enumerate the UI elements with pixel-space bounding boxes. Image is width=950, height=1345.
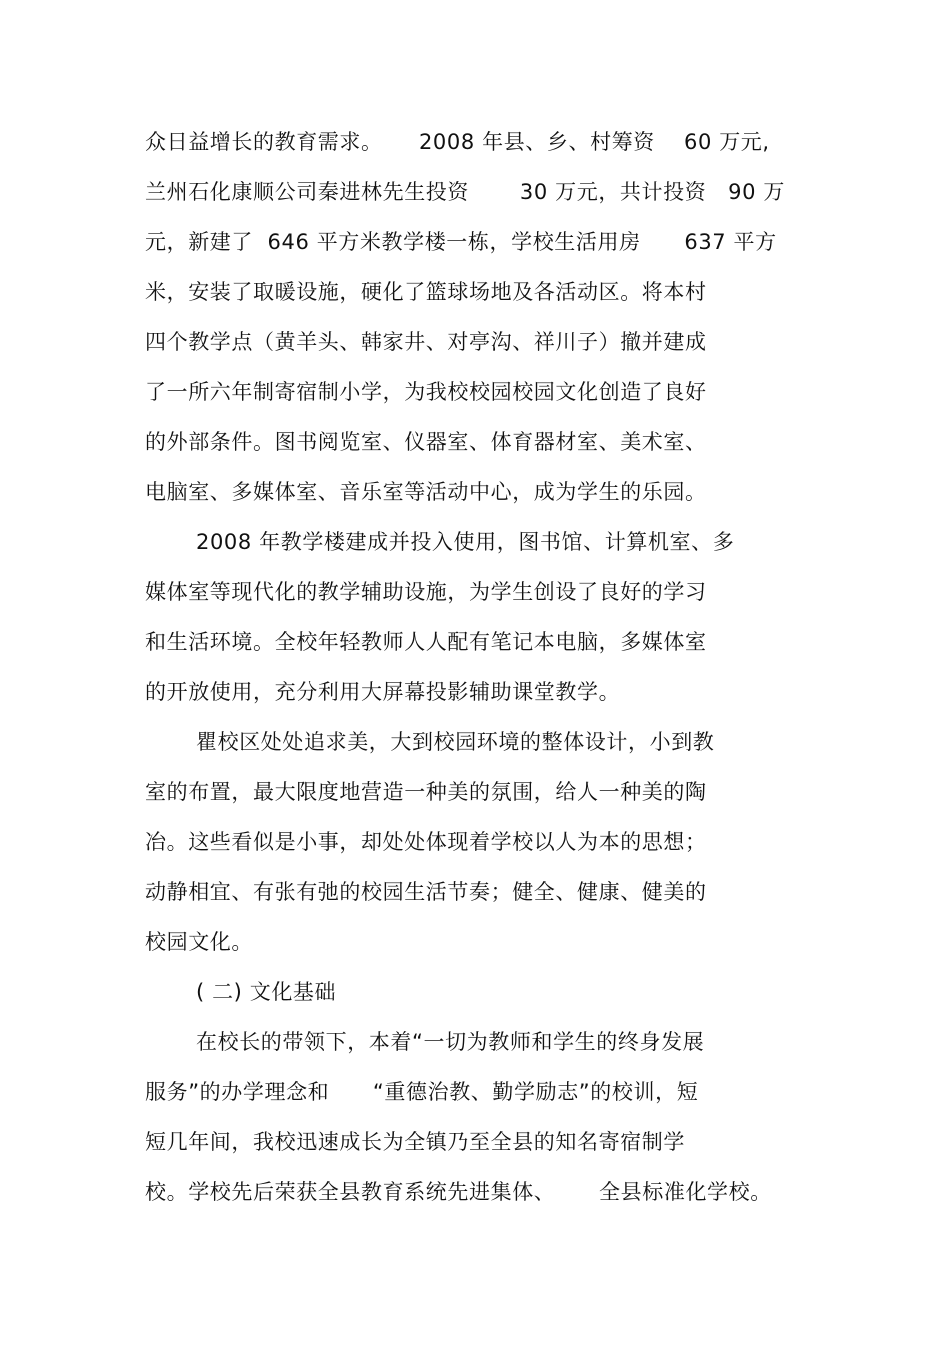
text-line: 校园文化。 [145, 930, 253, 954]
text-line: 室的布置，最大限度地营造一种美的氛围，给人一种美的陶 [145, 780, 707, 804]
text-line: 和生活环境。全校年轻教师人人配有笔记本电脑，多媒体室 [145, 630, 707, 654]
text-line: 电脑室、多媒体室、音乐室等活动中心，成为学生的乐园。 [145, 480, 707, 504]
text-line: 短几年间，我校迅速成长为全镇乃至全县的知名寄宿制学 [145, 1130, 685, 1154]
text-line: 米，安装了取暖设施，硬化了篮球场地及各活动区。将本村 [145, 280, 707, 304]
text-line: 动静相宜、有张有弛的校园生活节奏；健全、健康、健美的 [145, 880, 707, 904]
text-line: 四个教学点（黄羊头、韩家井、对亭沟、祥川子）撤并建成 [145, 330, 707, 354]
text-line: 校。学校先后荣获全县教育系统先进集体、 全县标准化学校。 [145, 1180, 772, 1204]
text-line: 服务”的办学理念和 “重德治教、勤学励志”的校训，短 [145, 1080, 699, 1104]
paragraph-first-line: 在校长的带领下，本着“一切为教师和学生的终身发展 [196, 1030, 705, 1054]
section-heading: ( 二) 文化基础 [196, 980, 337, 1004]
text-line: 的外部条件。图书阅览室、仪器室、体育器材室、美术室、 [145, 430, 707, 454]
text-line: 媒体室等现代化的教学辅助设施，为学生创设了良好的学习 [145, 580, 707, 604]
paragraph-first-line: 瞿校区处处追求美，大到校园环境的整体设计，小到教 [196, 730, 715, 754]
text-line: 冶。这些看似是小事，却处处体现着学校以人为本的思想； [145, 830, 707, 854]
text-line: 元，新建了 646 平方米教学楼一栋，学校生活用房 637 平方 [145, 230, 777, 254]
text-line: 兰州石化康顺公司秦进林先生投资 30 万元，共计投资 90 万 [145, 180, 785, 204]
text-line: 了一所六年制寄宿制小学，为我校校园校园文化创造了良好 [145, 380, 707, 404]
text-line: 众日益增长的教育需求。 2008 年县、乡、村筹资 60 万元, [145, 130, 770, 154]
text-line: 的开放使用，充分利用大屏幕投影辅助课堂教学。 [145, 680, 621, 704]
paragraph-first-line: 2008 年教学楼建成并投入使用，图书馆、计算机室、多 [196, 530, 735, 554]
